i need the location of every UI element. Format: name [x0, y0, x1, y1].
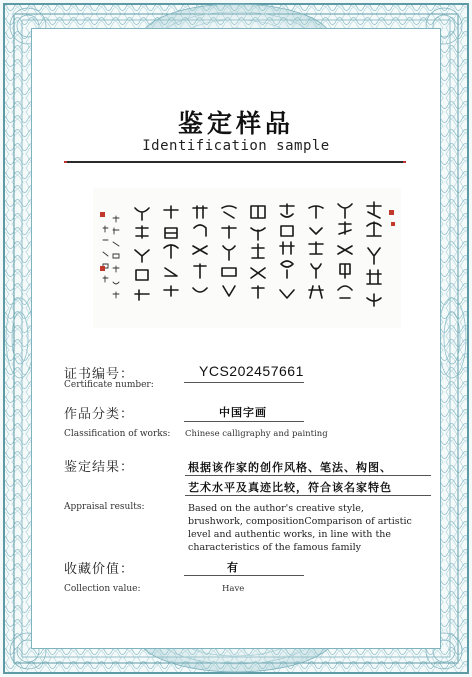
collection-label: 收藏价值：	[64, 562, 135, 577]
red-seal-icon	[389, 210, 394, 215]
collection-value-cn: 有	[227, 561, 239, 574]
artwork-image	[93, 188, 401, 328]
appraisal-label-en: Appraisal results:	[64, 502, 145, 512]
field-underline	[185, 475, 431, 476]
appraisal-value-en-line3: level and authentic works, in line with the	[188, 529, 392, 540]
classification-label: 作品分类：	[64, 407, 135, 422]
collection-label-en: Collection value:	[64, 584, 141, 594]
collection-value-en: Have	[222, 584, 245, 594]
field-underline	[184, 421, 304, 422]
certificate-subtitle: Identification sample	[142, 138, 330, 154]
title-rule-end	[403, 161, 406, 163]
classification-value-en: Chinese calligraphy and painting	[185, 429, 328, 439]
certificate-number-label: 证书编号：	[64, 367, 135, 382]
red-seal-icon	[100, 266, 105, 271]
calligraphy-scroll-icon	[93, 188, 401, 328]
certificate-number-label-en: Certificate number:	[64, 380, 154, 390]
red-seal-icon	[100, 212, 105, 217]
red-seal-icon	[391, 222, 395, 226]
appraisal-value-en-line2: brushwork, compositionComparison of artistic	[188, 516, 412, 527]
appraisal-label: 鉴定结果：	[64, 460, 135, 475]
appraisal-value-en-line4: characteristics of the famous family	[188, 542, 361, 553]
appraisal-value-cn-line1: 根据该作家的创作风格、笔法、构图、	[188, 461, 392, 474]
certificate-title: 鉴定样品	[177, 109, 294, 138]
field-underline	[184, 575, 304, 576]
field-underline	[185, 495, 431, 496]
certificate-number-value: YCS202457661	[199, 363, 304, 379]
appraisal-value-en-line1: Based on the author's creative style,	[188, 503, 364, 514]
field-underline	[184, 382, 304, 383]
title-divider	[67, 161, 403, 163]
classification-label-en: Classification of works:	[64, 429, 171, 439]
classification-value-cn: 中国字画	[219, 406, 267, 419]
appraisal-value-cn-line2: 艺术水平及真迹比较，符合该名家特色	[188, 481, 392, 494]
